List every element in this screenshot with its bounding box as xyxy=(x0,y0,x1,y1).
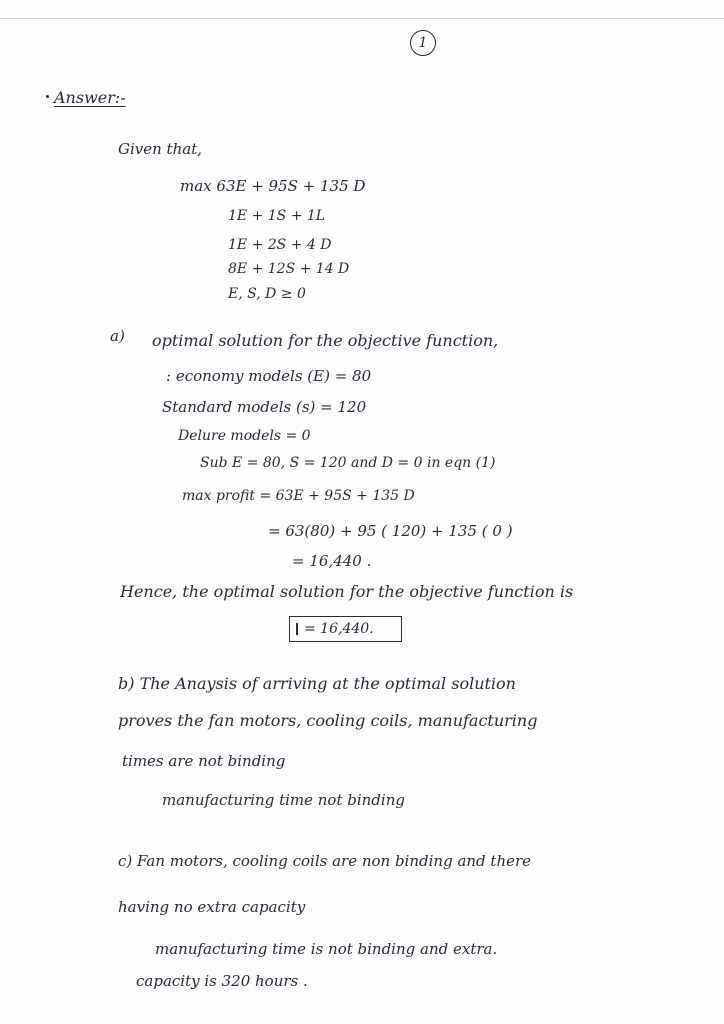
bullet-mark xyxy=(46,95,49,98)
page-number: 1 xyxy=(418,35,428,51)
boxed-result xyxy=(289,616,402,642)
boxed-result-value: = 16,440. xyxy=(304,621,374,637)
top-divider xyxy=(0,18,724,19)
part-a-intro: optimal solution for the objective function, xyxy=(152,331,499,350)
part-b-line-2: proves the fan motors, cooling coils, manufacturing xyxy=(118,711,538,730)
objective-function: max 63E + 95S + 135 D xyxy=(180,177,366,195)
constraint-1: 1E + 1S + 1L xyxy=(228,208,326,224)
part-c-line-2: having no extra capacity xyxy=(118,898,306,916)
profit-result-line: = 16,440 . xyxy=(292,552,372,570)
standard-models-line: Standard models (s) = 120 xyxy=(162,398,367,416)
substitution-line: Sub E = 80, S = 120 and D = 0 in eqn (1) xyxy=(200,455,496,471)
part-c-line-4: capacity is 320 hours . xyxy=(136,972,308,990)
given-intro: Given that, xyxy=(118,140,202,158)
constraint-2: 1E + 2S + 4 D xyxy=(228,237,332,253)
constraint-3: 8E + 12S + 14 D xyxy=(228,261,350,277)
part-c-line-3: manufacturing time is not binding and extra. xyxy=(155,940,498,958)
part-b-line-3: times are not binding xyxy=(122,752,286,770)
part-c-line-1: c) Fan motors, cooling coils are non binding and there xyxy=(118,852,532,870)
economy-models-line: : economy models (E) = 80 xyxy=(166,367,372,385)
constraint-nonneg: E, S, D ≥ 0 xyxy=(228,286,306,302)
page-number-badge xyxy=(410,30,436,56)
part-b-line-4: manufacturing time not binding xyxy=(162,791,405,809)
box-tick-mark xyxy=(296,623,298,635)
profit-calculation-line: = 63(80) + 95 ( 120) + 135 ( 0 ) xyxy=(268,522,513,540)
max-profit-line: max profit = 63E + 95S + 135 D xyxy=(182,488,415,504)
answer-heading: Answer:- xyxy=(54,88,126,107)
deluxe-models-line: Delure models = 0 xyxy=(178,428,311,444)
part-b-line-1: b) The Anaysis of arriving at the optimal solution xyxy=(118,674,516,693)
part-a-conclusion: Hence, the optimal solution for the objective function is xyxy=(120,582,574,601)
part-a-label: a) xyxy=(110,327,125,345)
